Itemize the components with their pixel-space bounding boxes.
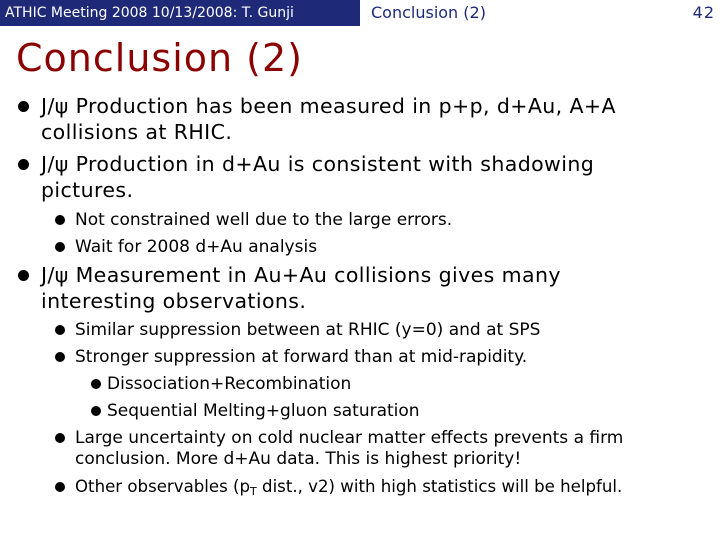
- bullet-3-line-2: interesting observations.: [41, 289, 307, 313]
- bullet-dot-icon: [55, 215, 65, 225]
- bullet-dot-icon: [91, 406, 101, 416]
- sub-bullet-2: Wait for 2008 d+Au analysis: [75, 237, 318, 257]
- sub-bullet-4: Stronger suppression at forward than at mid-rapidity.: [75, 347, 528, 367]
- page-number: 42: [692, 3, 715, 22]
- bullet-dot-icon: [55, 242, 65, 252]
- bullet-1-line-2: collisions at RHIC.: [41, 120, 233, 144]
- sub-bullet-5-line-2: conclusion. More d+Au data. This is highest priority!: [75, 449, 522, 469]
- header-slide-title: Conclusion (2): [371, 3, 486, 22]
- bullet-dot-icon: [55, 433, 65, 443]
- bullet-3-line-1: J/ψ Measurement in Au+Au collisions gives many: [41, 263, 561, 287]
- bullet-1-line-1: J/ψ Production has been measured in p+p, d+Au, A+A: [41, 94, 616, 118]
- sub-bullet-6: [75, 474, 622, 505]
- sub-bullet-1: Not constrained well due to the large errors.: [75, 210, 453, 230]
- sub-bullet-6-text-before: Other observables (p: [75, 477, 251, 496]
- bullet-dot-icon: [18, 270, 29, 281]
- bullet-dot-icon: [55, 325, 65, 335]
- bullet-dot-icon: [55, 352, 65, 362]
- subscript-t: T: [250, 485, 257, 498]
- sub-bullet-3: Similar suppression between at RHIC (y=0) and at SPS: [75, 320, 541, 340]
- bullet-dot-icon: [55, 482, 65, 492]
- bullet-2-line-2: pictures.: [41, 178, 134, 202]
- sub-sub-bullet-2: Sequential Melting+gluon saturation: [107, 401, 420, 421]
- sub-sub-bullet-1: Dissociation+Recombination: [107, 374, 352, 394]
- sub-bullet-5-line-1: Large uncertainty on cold nuclear matter effects prevents a firm: [75, 428, 624, 448]
- bullet-2-line-1: J/ψ Production in d+Au is consistent with shadowing: [41, 152, 595, 176]
- bullet-dot-icon: [18, 159, 29, 170]
- meeting-info: ATHIC Meeting 2008 10/13/2008: T. Gunji: [0, 0, 360, 26]
- bullet-dot-icon: [91, 379, 101, 389]
- page-title: Conclusion (2): [16, 36, 303, 80]
- bullet-dot-icon: [18, 101, 29, 112]
- sub-bullet-6-text-after: dist., v2) with high statistics will be helpful.: [256, 477, 623, 496]
